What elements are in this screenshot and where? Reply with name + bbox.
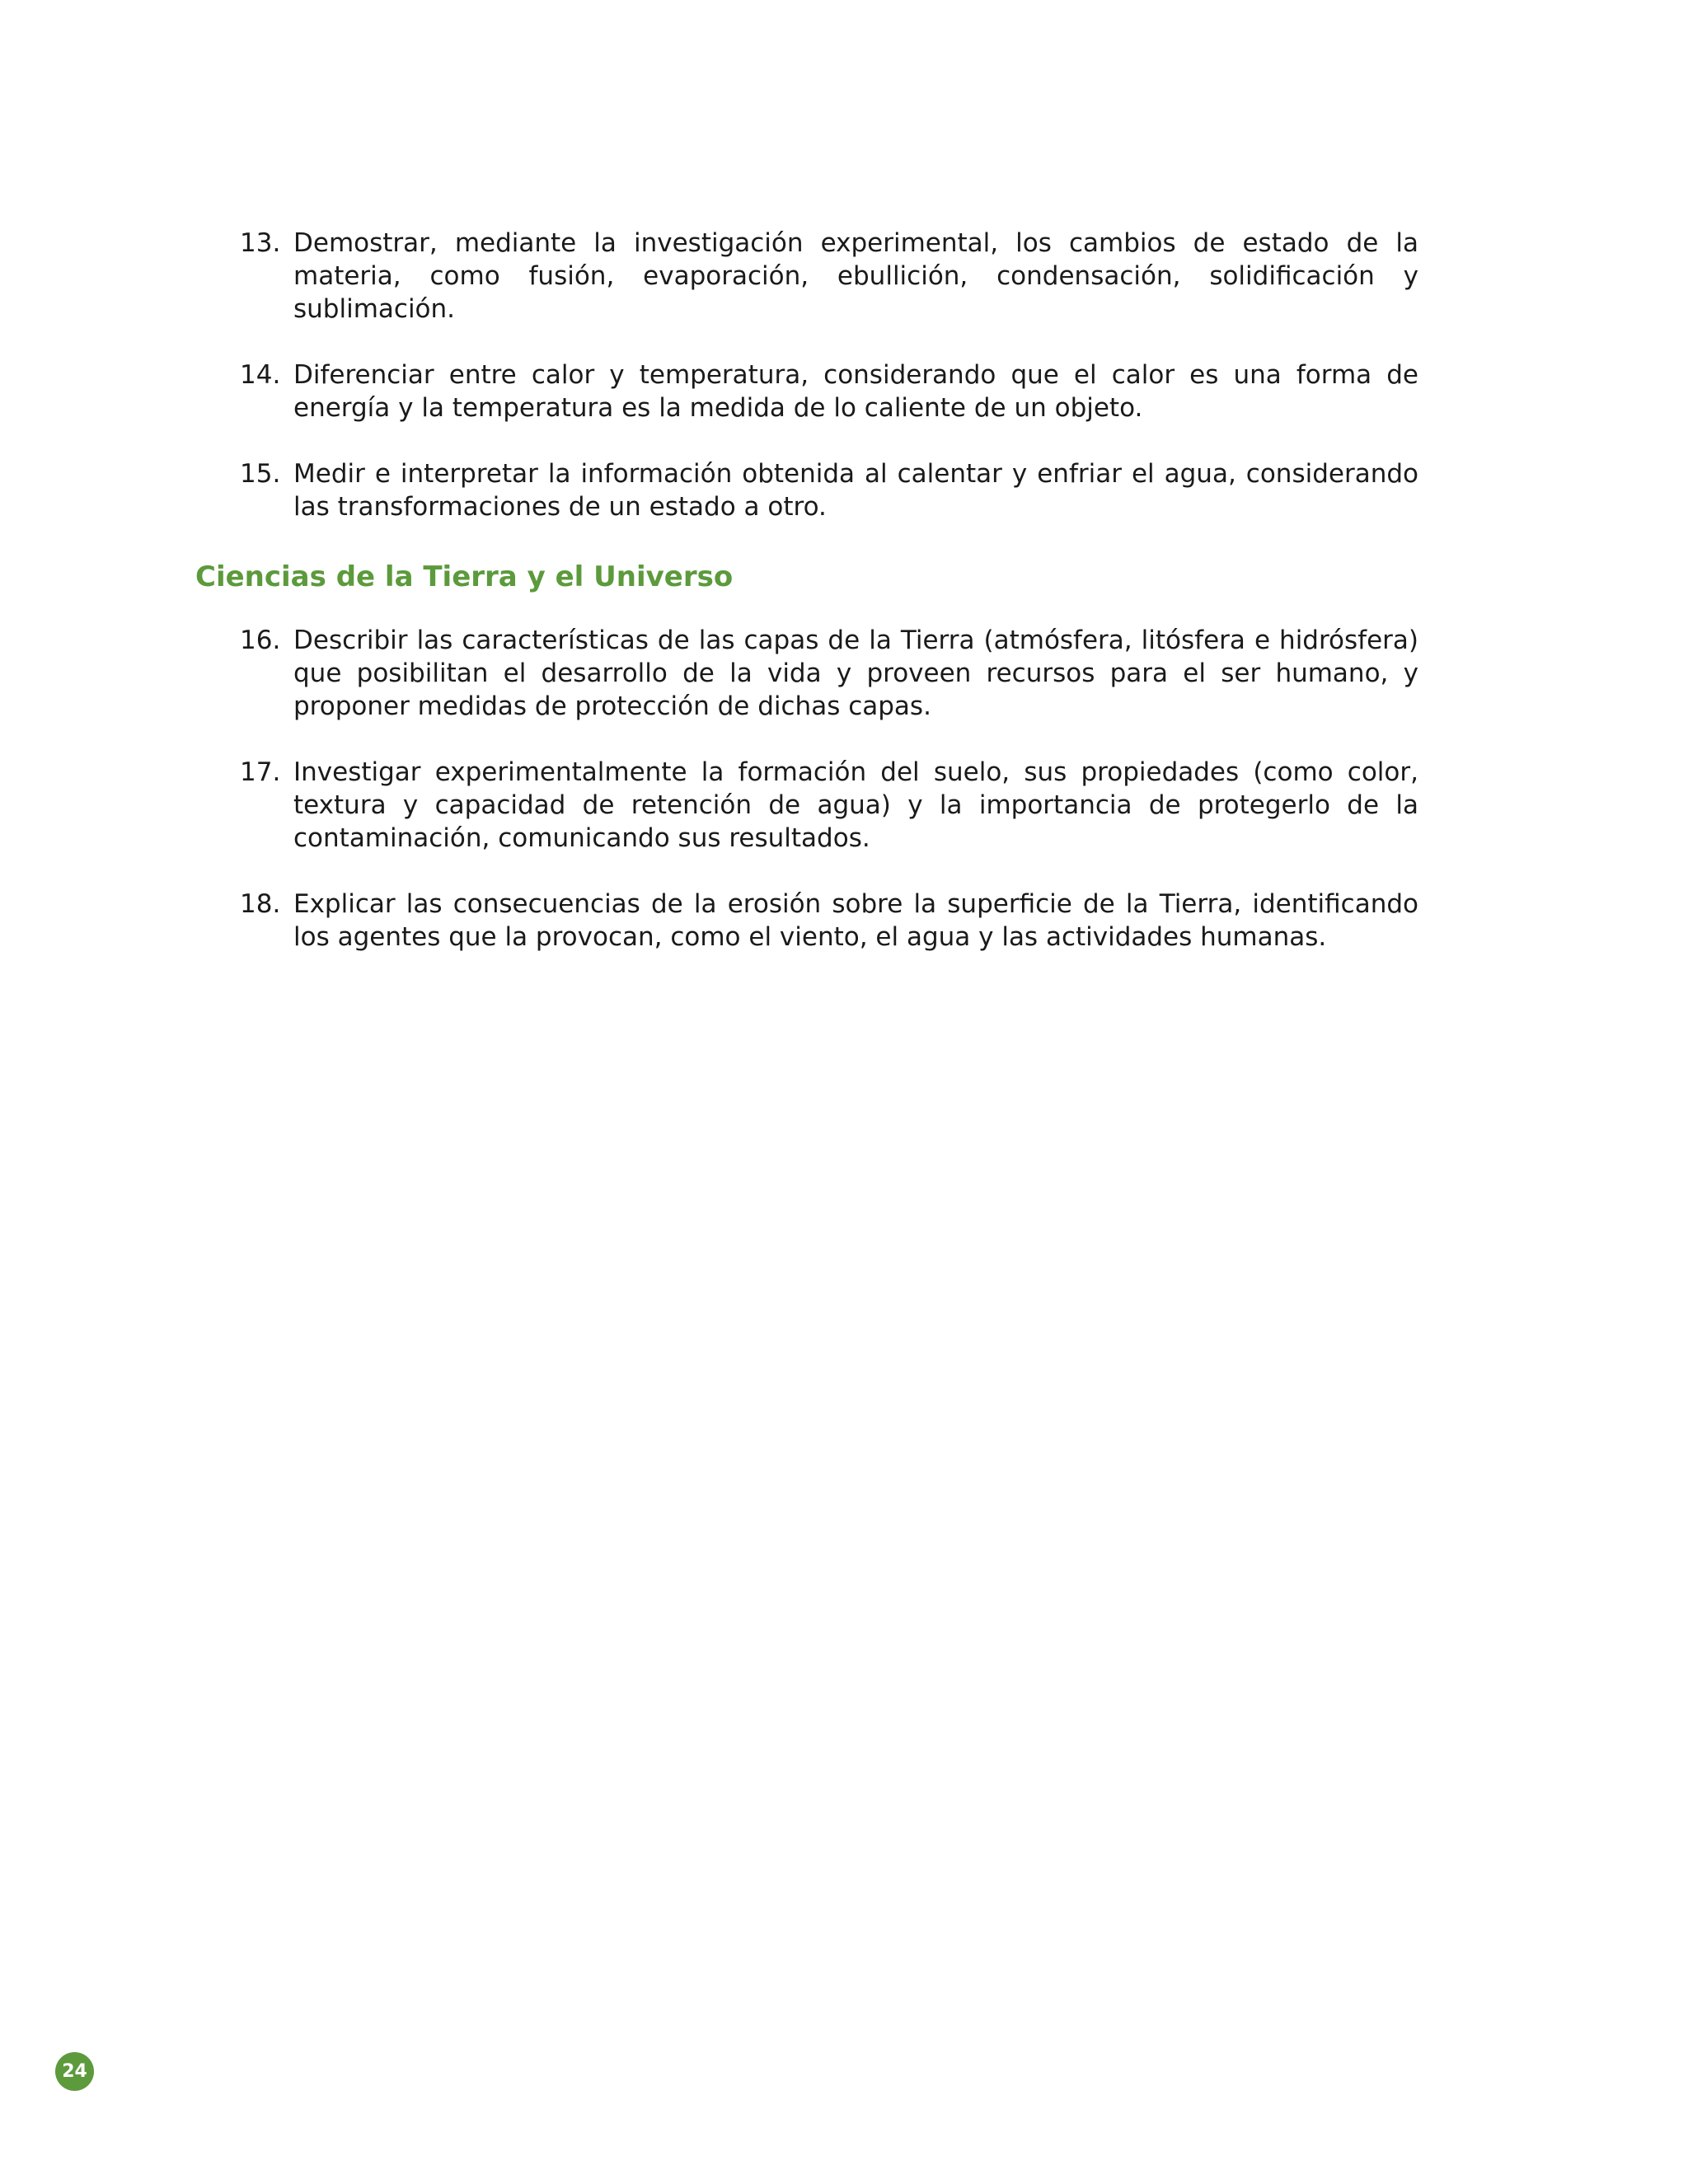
item-number: 14. <box>240 360 281 390</box>
list-item <box>240 359 1418 424</box>
list-item <box>240 624 1418 723</box>
objectives-list-earth-sciences <box>0 624 1688 987</box>
item-number: 17. <box>240 757 281 787</box>
list-item <box>240 756 1418 855</box>
item-text: Medir e interpretar la información obtenida al calentar y enfriar el agua, considerando las transformaciones de un estado a otro. <box>293 459 1418 522</box>
item-text: Investigar experimentalmente la formación del suelo, sus propiedades (como color, textura y capacidad de retención de agua) y la importancia de protegerlo de la contaminación, comunicando sus resultados. <box>293 757 1418 853</box>
list-item <box>240 227 1418 326</box>
section-heading: Ciencias de la Tierra y el Universo <box>195 560 734 593</box>
item-text: Explicar las consecuencias de la erosión sobre la superficie de la Tierra, identificando los agentes que la provocan, como el viento, el agua y las actividades humanas. <box>293 889 1418 952</box>
item-number: 16. <box>240 626 281 655</box>
list-item <box>240 457 1418 523</box>
item-text: Demostrar, mediante la investigación experimental, los cambios de estado de la materia, como fusión, evaporación, ebullición, condensación, solidificación y sublimación. <box>293 228 1418 324</box>
item-text: Diferenciar entre calor y temperatura, considerando que el calor es una forma de energía y la temperatura es la medida de lo caliente de un objeto. <box>293 360 1418 423</box>
list-item <box>240 888 1418 954</box>
item-number: 18. <box>240 889 281 919</box>
page-number-badge: 24 <box>55 2052 94 2091</box>
item-number: 13. <box>240 228 281 258</box>
item-text: Describir las características de las capas de la Tierra (atmósfera, litósfera e hidrósfera) que posibilitan el desarrollo de la vida y proveen recursos para el ser humano, y proponer medidas de protección de dichas capas. <box>293 626 1418 721</box>
objectives-list-physical-sciences <box>0 227 1688 556</box>
item-number: 15. <box>240 459 281 489</box>
